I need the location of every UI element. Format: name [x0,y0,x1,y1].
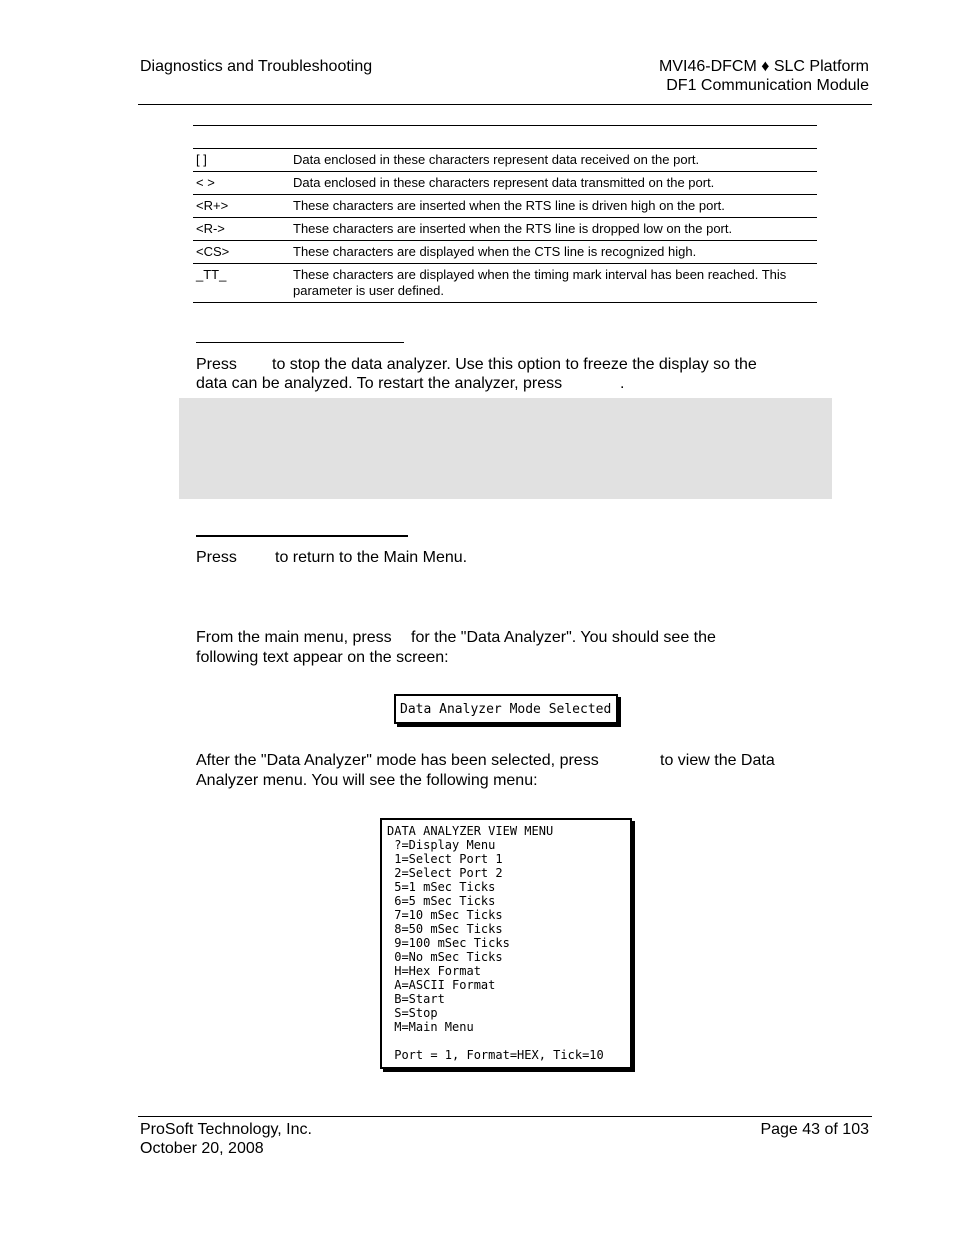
terminal-menu-line: Port = 1, Format=HEX, Tick=10 [387,1048,604,1062]
intro-line1-a: From the main menu, press [196,629,392,646]
table-row [193,149,817,172]
legend-symbol: <R+> [193,195,290,218]
terminal-menu-line: S=Stop [387,1006,438,1020]
main-menu-heading-rule [196,535,408,537]
terminal-menu-line: ?=Display Menu [387,838,496,852]
main-menu-text-a: Press [196,549,237,566]
terminal-menu-line: 6=5 mSec Ticks [387,894,496,908]
footer-page-number: Page 43 of 103 [760,1121,869,1138]
legend-description: These characters are displayed when the timing mark interval has been reached. This parameter is user defined. [290,264,817,303]
footer-company: ProSoft Technology, Inc. [140,1121,312,1138]
after-line1-a: After the "Data Analyzer" mode has been selected, press [196,752,599,769]
terminal-menu-line: 7=10 mSec Ticks [387,908,503,922]
terminal-menu-line: 1=Select Port 1 [387,852,503,866]
legend-description: These characters are inserted when the RTS line is driven high on the port. [290,195,817,218]
terminal-menu-line: 9=100 mSec Ticks [387,936,510,950]
header-rule [138,104,872,105]
stop-text-line2-b: . [620,375,625,392]
legend-symbol: < > [193,172,290,195]
terminal-menu-line: A=ASCII Format [387,978,496,992]
legend-description: Data enclosed in these characters represent data received on the port. [290,149,817,172]
terminal-menu-line: M=Main Menu [387,1020,474,1034]
table-row [193,195,817,218]
footer-rule [138,1116,872,1117]
table-row [193,241,817,264]
table-row [193,172,817,195]
stop-text-line2-a: data can be analyzed. To restart the analyzer, press [196,375,563,392]
table-row [193,218,817,241]
header-right-title: MVI46-DFCM ♦ SLC Platform [659,58,869,75]
after-line2: Analyzer menu. You will see the following menu: [196,772,538,789]
stop-heading-rule [196,342,404,343]
terminal-mode-selected [394,694,618,724]
after-line1-b: to view the Data [660,752,775,769]
terminal-mode-selected-text: Data Analyzer Mode Selected [400,702,612,717]
terminal-menu-line: 5=1 mSec Ticks [387,880,496,894]
legend-symbol: [ ] [193,149,290,172]
note-shaded-box [179,398,832,499]
legend-description: Data enclosed in these characters represent data transmitted on the port. [290,172,817,195]
table-caption-rule [193,125,817,126]
main-menu-text-b: to return to the Main Menu. [275,549,468,566]
legend-table [193,148,817,303]
intro-line2: following text appear on the screen: [196,649,449,666]
terminal-analyzer-menu-lines [382,820,630,1062]
terminal-menu-line: 8=50 mSec Ticks [387,922,503,936]
terminal-menu-line: 0=No mSec Ticks [387,950,503,964]
terminal-menu-line: B=Start [387,992,445,1006]
stop-text-line1-b: to stop the data analyzer. Use this option to freeze the display so the [272,356,757,373]
legend-symbol: <R-> [193,218,290,241]
terminal-menu-line: 2=Select Port 2 [387,866,503,880]
footer-date: October 20, 2008 [140,1140,264,1157]
legend-symbol: _TT_ [193,264,290,303]
legend-description: These characters are inserted when the RTS line is dropped low on the port. [290,218,817,241]
table-row [193,264,817,303]
terminal-analyzer-menu [380,818,632,1069]
legend-description: These characters are displayed when the CTS line is recognized high. [290,241,817,264]
terminal-menu-line [387,1034,630,1048]
legend-symbol: <CS> [193,241,290,264]
terminal-menu-line: DATA ANALYZER VIEW MENU [387,824,554,838]
stop-text-line1-a: Press [196,356,237,373]
terminal-menu-line: H=Hex Format [387,964,481,978]
header-left-title: Diagnostics and Troubleshooting [140,58,373,75]
intro-line1-b: for the "Data Analyzer". You should see the [411,629,716,646]
header-right-subtitle: DF1 Communication Module [666,77,869,94]
